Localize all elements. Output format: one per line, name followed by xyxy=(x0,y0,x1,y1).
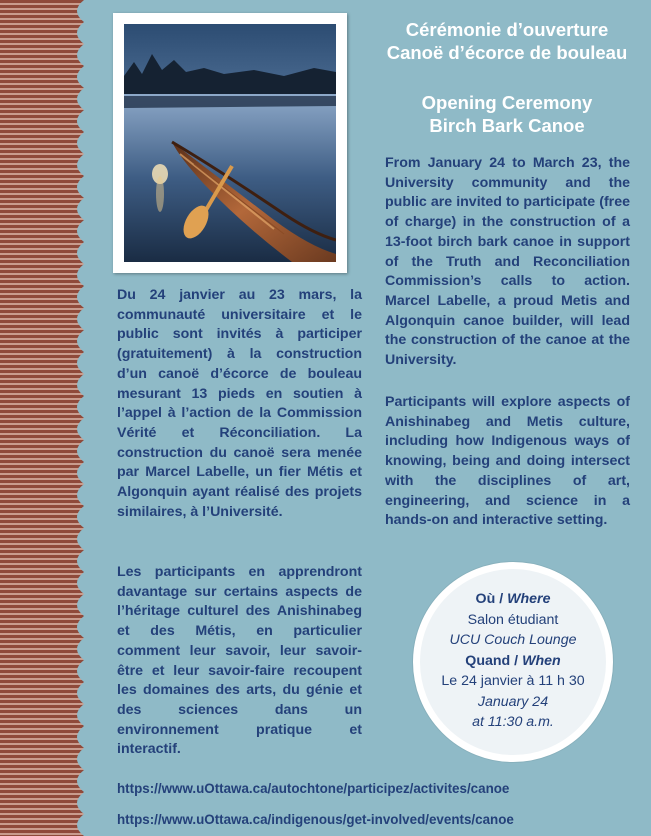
canoe-photo-image xyxy=(124,24,336,262)
title-french-line2: Canoë d’écorce de bouleau xyxy=(386,42,628,63)
canoe-photo xyxy=(113,13,347,273)
where-separator: / xyxy=(499,591,504,607)
french-paragraph-1: Du 24 janvier au 23 mars, la communauté universitaire et le public sont invités à participer (gratuitement) à la construction d’un canoë d’écorce de bouleau mesurant 13 pieds en soutien à l’appel à l’action de la Commission Vérité et Réconciliation. La construction du canoë sera menée par Marcel Labelle, un fier Métis et Algonquin ayant réalisé des projets similaires, à l’Université. xyxy=(117,287,362,520)
date-en-line2: at 11:30 a.m. xyxy=(472,714,554,730)
title-english-line1: Opening Ceremony xyxy=(421,92,593,113)
where-label-en: Where xyxy=(507,591,551,607)
title-french xyxy=(372,18,642,64)
place-fr: Salon étudiant xyxy=(467,611,559,628)
title-english-line2: Birch Bark Canoe xyxy=(429,115,585,136)
event-info-circle xyxy=(413,562,613,762)
title-english xyxy=(372,91,642,137)
where-label-fr: Où xyxy=(475,591,496,607)
date-en-line1: January 24 xyxy=(477,693,549,710)
where-heading xyxy=(420,589,606,610)
link-english[interactable]: https://www.uOttawa.ca/indigenous/get-involved/events/canoe xyxy=(117,812,514,827)
when-label-en: When xyxy=(522,652,561,669)
when-heading xyxy=(420,651,606,672)
title-block xyxy=(372,18,642,137)
place-en: UCU Couch Lounge xyxy=(449,632,577,648)
english-paragraph-2: Participants will explore aspects of Anishinabeg and Metis culture, including how Indigenous ways of knowing, being and doing intersect with the disciplines of art, engineering, and science in a hands-on and interactive setting. xyxy=(385,394,630,529)
title-french-line1: Cérémonie d’ouverture xyxy=(405,19,609,40)
link-french[interactable]: https://www.uOttawa.ca/autochtone/participez/activites/canoe xyxy=(117,781,510,796)
when-separator: / xyxy=(514,652,519,669)
english-paragraph-1: From January 24 to March 23, the University community and the public are invited to participate (free of charge) in the construction of a 13-foot birch bark canoe in support of the Truth and Reconciliation Commission’s calls to action. Marcel Labelle, a proud Metis and Algonquin canoe builder, will lead the construction of the canoe at the University. xyxy=(385,155,630,369)
scalloped-edge xyxy=(68,0,98,836)
date-fr: Le 24 janvier à 11 h 30 xyxy=(441,673,585,689)
french-paragraph-2: Les participants en apprendront davantage sur certains aspects de l’héritage culturel des Anishinabeg et des Métis, en particulier comment leur savoir, leur savoir-être et leur savoir-faire recoupent les domaines des arts, du génie et des sciences dans un environnement pratique et interactif. xyxy=(117,564,362,758)
when-label-fr: Quand xyxy=(465,652,511,669)
